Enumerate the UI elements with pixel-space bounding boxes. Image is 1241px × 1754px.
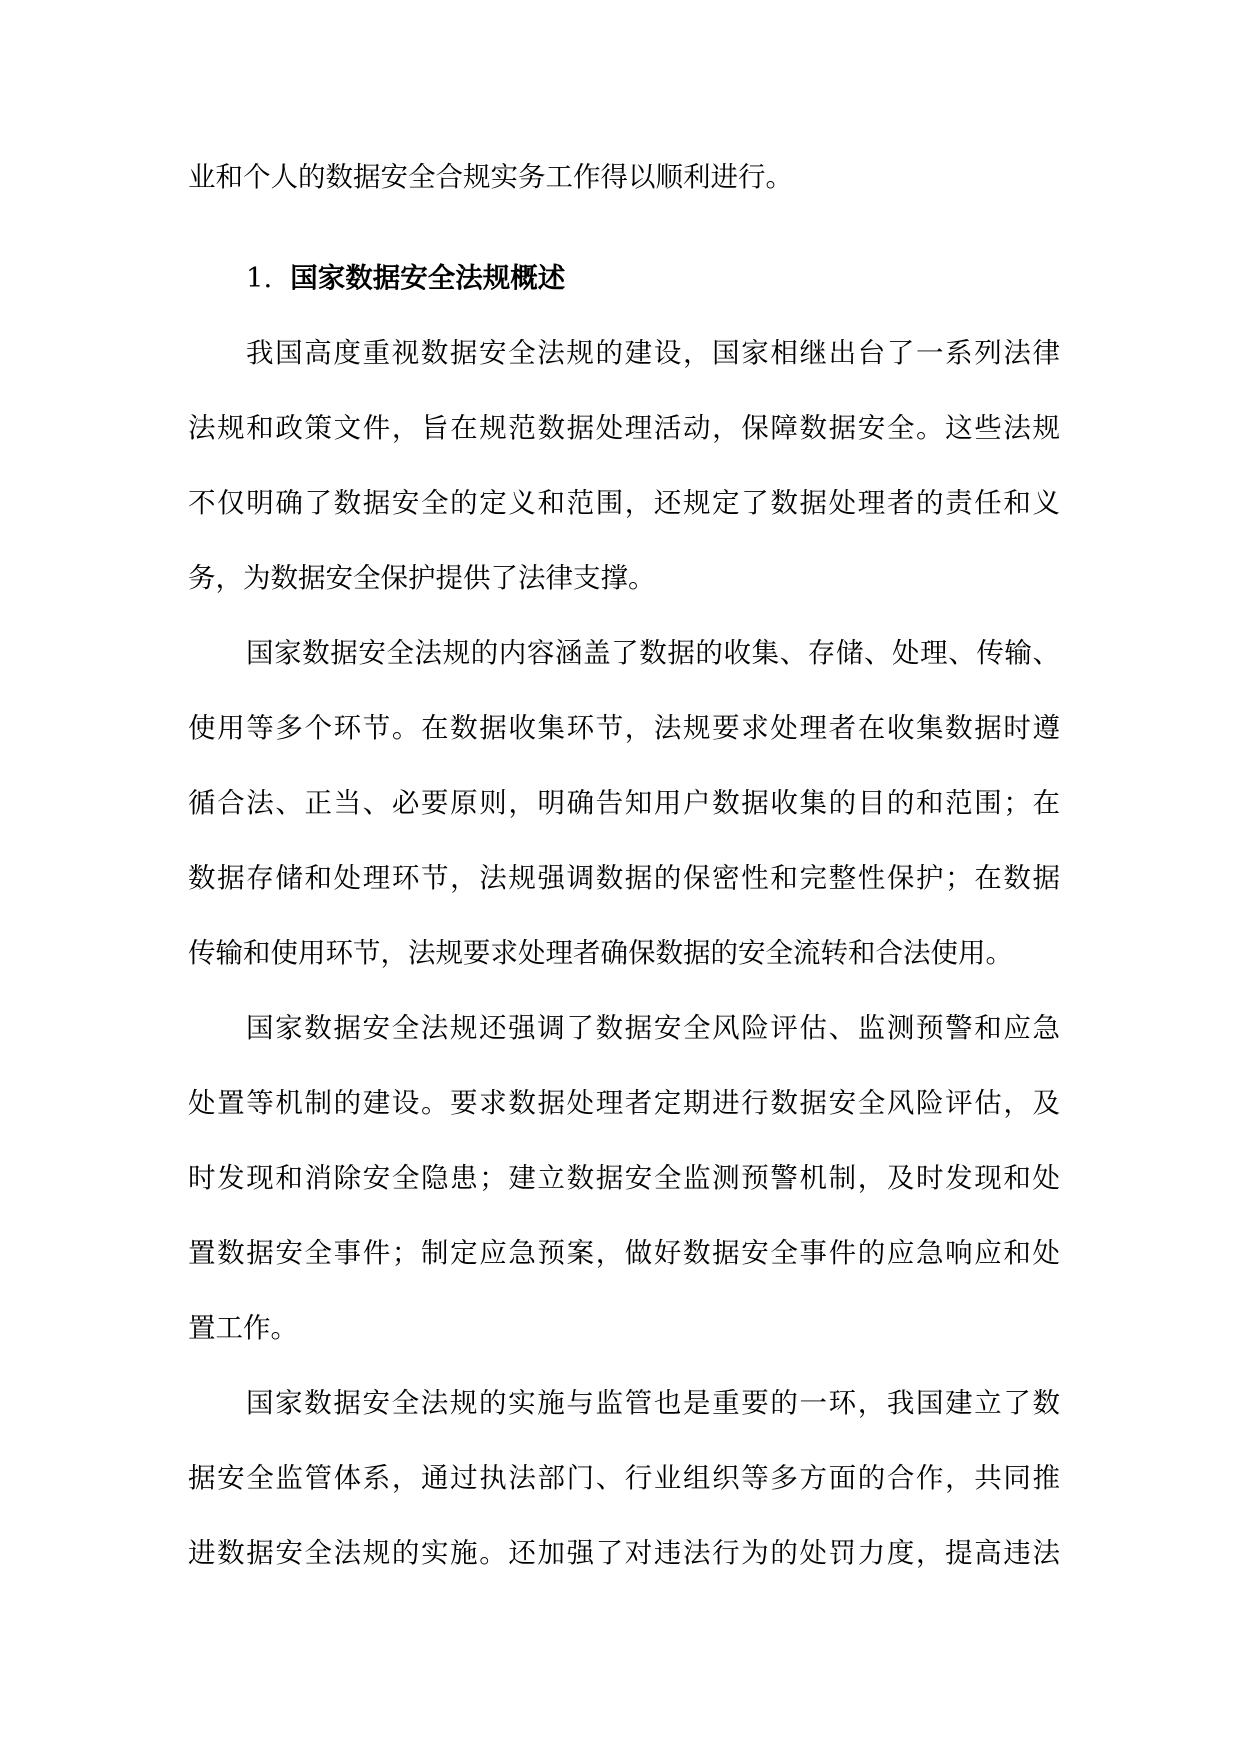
section-heading — [188, 241, 1060, 316]
paragraph-line: 国家数据安全法规还强调了数据安全风险评估、监测预警和应急 — [246, 1012, 1060, 1044]
section-number: 1. — [246, 262, 273, 294]
paragraph-line: 国家数据安全法规的内容涵盖了数据的收集、存储、处理、传输、 — [246, 637, 1060, 669]
paragraph-line: 国家数据安全法规的实施与监管也是重要的一环，我国建立了数 — [246, 1387, 1060, 1419]
paragraph-line: 处置等机制的建设。要求数据处理者定期进行数据安全风险评估，及 — [188, 1087, 1060, 1119]
paragraph-2 — [188, 616, 1060, 991]
paragraph-line: 务，为数据安全保护提供了法律支撑。 — [188, 562, 656, 594]
paragraph-line: 不仅明确了数据安全的定义和范围，还规定了数据处理者的责任和义 — [188, 487, 1060, 519]
paragraph-3 — [188, 991, 1060, 1366]
paragraph-line: 置工作。 — [188, 1312, 298, 1344]
paragraph-line: 进数据安全法规的实施。还加强了对违法行为的处罚力度，提高违法 — [188, 1537, 1060, 1569]
document-page — [188, 140, 1060, 1591]
paragraph-line: 使用等多个环节。在数据收集环节，法规要求处理者在收集数据时遵 — [188, 712, 1060, 744]
paragraph-4 — [188, 1366, 1060, 1591]
paragraph-line: 我国高度重视数据安全法规的建设，国家相继出台了一系列法律 — [246, 337, 1060, 369]
paragraph-line: 法规和政策文件，旨在规范数据处理活动，保障数据安全。这些法规 — [188, 412, 1060, 444]
paragraph-line: 置数据安全事件；制定应急预案，做好数据安全事件的应急响应和处 — [188, 1237, 1060, 1269]
section-title: 国家数据安全法规概述 — [290, 262, 566, 294]
paragraph-line: 数据存储和处理环节，法规强调数据的保密性和完整性保护；在数据 — [188, 862, 1060, 894]
paragraph-line: 据安全监管体系，通过执法部门、行业组织等多方面的合作，共同推 — [188, 1462, 1060, 1494]
paragraph-line: 传输和使用环节，法规要求处理者确保数据的安全流转和合法使用。 — [188, 937, 1013, 969]
paragraph-line: 时发现和消除安全隐患；建立数据安全监测预警机制，及时发现和处 — [188, 1162, 1060, 1194]
paragraph-line: 循合法、正当、必要原则，明确告知用户数据收集的目的和范围；在 — [188, 787, 1060, 819]
intro-line: 业和个人的数据安全合规实务工作得以顺利进行。 — [188, 161, 793, 193]
paragraph-1 — [188, 316, 1060, 616]
